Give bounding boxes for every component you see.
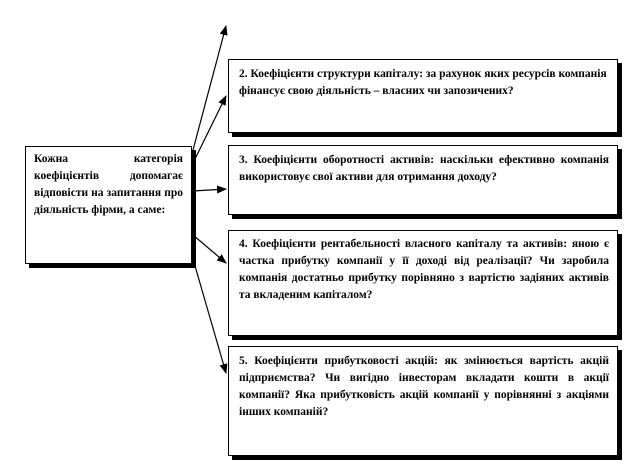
arrow-to-box-5 [193,259,226,373]
arrow-to-top [193,26,226,150]
capital-structure-text: 2. Коефіцієнти структури капіталу: за рахунок яких ресурсів компанія фінансує свою діяльність – власних чи запозичених? [239,68,607,97]
main-category-text: Кожна категорія коефіцієнтів допомагає відповісти на запитання про діяльність фірми, а саме: [34,153,183,216]
share-profitability-text: 5. Коефіцієнти прибутковості акцій: як змінюється вартість акцій підприємства? Чи вигідно інвесторам вкладати кошти в акції компанії? Яка прибутковість акцій компанії у порівнянні з акціями інших компаній? [239,355,609,418]
capital-structure-box [228,59,618,133]
main-category-box [25,146,192,264]
profitability-box [228,230,618,336]
arrow-to-box-4 [193,235,226,263]
asset-turnover-text: 3. Коефіцієнти оборотності активів: наскільки ефективно компанія використовує свої активи для отримання доходу? [239,154,609,183]
asset-turnover-box [228,145,618,215]
arrow-to-box-3 [193,189,226,191]
share-profitability-box [228,346,618,456]
profitability-text: 4. Коефіцієнти рентабельності власного капіталу та активів: яною є частка прибутку компанії у її доході від реалізації? Чи заробила компанія достатньо прибутку порівняно з вартістю задіяних активів та вкладеним капіталом? [239,238,609,301]
